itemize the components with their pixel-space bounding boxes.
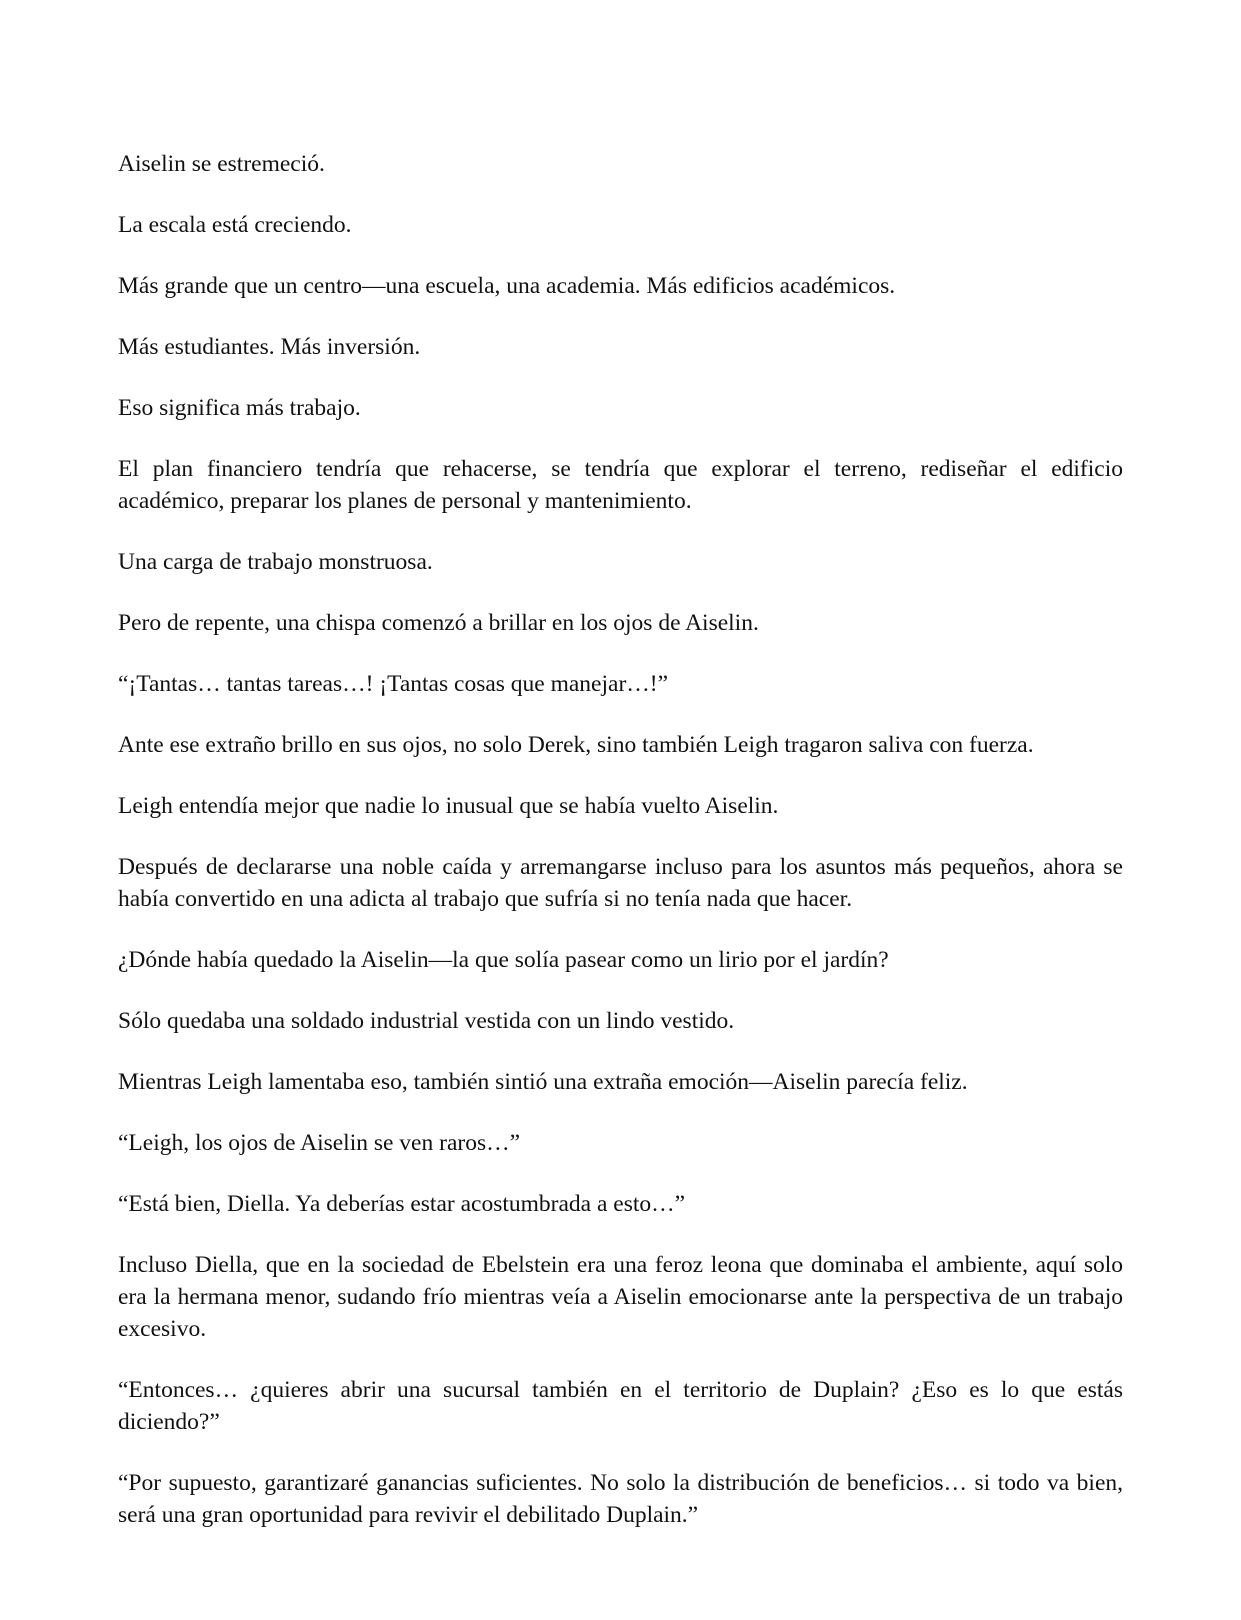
paragraph: Sólo quedaba una soldado industrial vestida con un lindo vestido. <box>118 1008 735 1034</box>
paragraph: La escala está creciendo. <box>118 212 352 238</box>
paragraph: “Por supuesto, garantizaré ganancias suficientes. No solo la distribución de beneficios… si todo va bien, será una gran oportunidad para revivir el debilitado Duplain.” <box>118 1470 1123 1528</box>
paragraph: Incluso Diella, que en la sociedad de Ebelstein era una feroz leona que dominaba el ambiente, aquí solo era la hermana menor, sudando frío mientras veía a Aiselin emocionarse ante la perspectiva de un trabajo excesivo. <box>118 1252 1123 1342</box>
paragraph: El plan financiero tendría que rehacerse, se tendría que explorar el terreno, rediseñar el edificio académico, preparar los planes de personal y mantenimiento. <box>118 456 1123 514</box>
paragraph: Pero de repente, una chispa comenzó a brillar en los ojos de Aiselin. <box>118 610 759 636</box>
paragraph: Aiselin se estremeció. <box>118 151 325 177</box>
paragraph: “Está bien, Diella. Ya deberías estar acostumbrada a esto…” <box>118 1191 686 1217</box>
paragraph: Mientras Leigh lamentaba eso, también sintió una extraña emoción—Aiselin parecía feliz. <box>118 1069 968 1095</box>
paragraph: Después de declararse una noble caída y arremangarse incluso para los asuntos más pequeños, ahora se había convertido en una adicta al trabajo que sufría si no tenía nada que hacer. <box>118 854 1123 912</box>
paragraph: “Entonces… ¿quieres abrir una sucursal también en el territorio de Duplain? ¿Eso es lo que estás diciendo?” <box>118 1377 1123 1435</box>
paragraph: Eso significa más trabajo. <box>118 395 361 421</box>
paragraph: Leigh entendía mejor que nadie lo inusual que se había vuelto Aiselin. <box>118 793 779 819</box>
paragraph: Una carga de trabajo monstruosa. <box>118 549 433 575</box>
paragraph: ¿Dónde había quedado la Aiselin—la que solía pasear como un lirio por el jardín? <box>118 947 889 973</box>
paragraph: “Leigh, los ojos de Aiselin se ven raros…” <box>118 1130 521 1156</box>
paragraph: Ante ese extraño brillo en sus ojos, no solo Derek, sino también Leigh tragaron saliva con fuerza. <box>118 732 1034 758</box>
paragraph: Más grande que un centro—una escuela, una academia. Más edificios académicos. <box>118 273 896 299</box>
paragraph: “¡Tantas… tantas tareas…! ¡Tantas cosas que manejar…!” <box>118 671 669 697</box>
paragraph: Más estudiantes. Más inversión. <box>118 334 421 360</box>
document-body <box>118 148 1123 1560</box>
